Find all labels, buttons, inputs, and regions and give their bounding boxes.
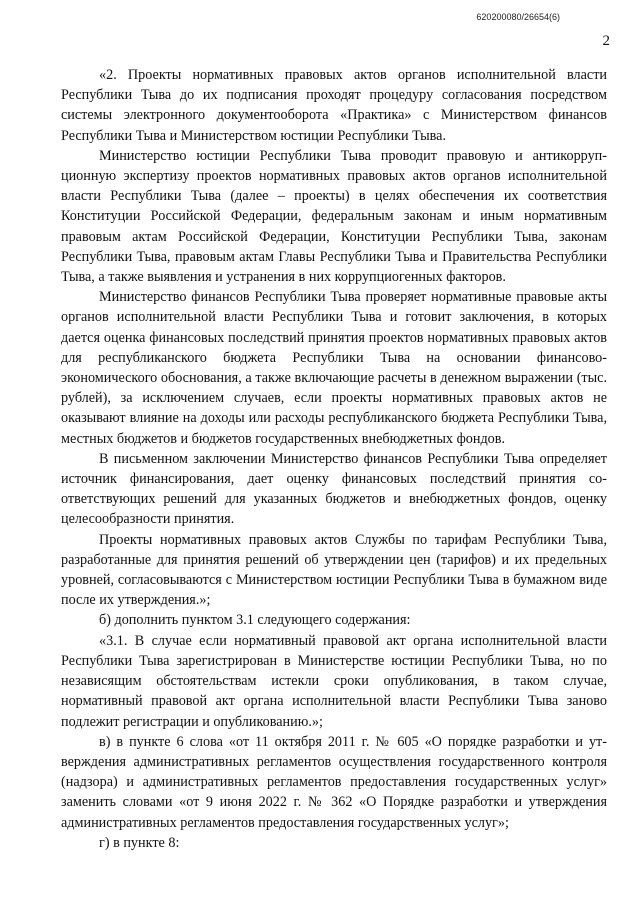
document-code: 620200080/26654(6) xyxy=(476,12,560,22)
document-body xyxy=(61,65,607,853)
paragraph: б) дополнить пунктом 3.1 следующего содержания: xyxy=(99,612,411,629)
paragraph: в) в пункте 6 слова «от 11 октября 2011 г. № 605 «О порядке разработки и утверждения административных регламентов осуществления государственного контроля (надзора) и административных регламентов предоставления государственных услуг» заменить словами «от 9 июня 2022 г. № 362 «О Порядке разработки и утверждения административных регламентов предоставления государственных услуг»; xyxy=(61,733,607,831)
paragraph: Министерство финансов Республики Тыва проверяет нормативные правовые акты органов исполнительной власти Республики Тыва и готовит заключения, в которых дается оценка финансовых последствий принятия проектов нормативных правовых актов для республиканского бюджета Республики Тыва на основании финансово-экономического обоснования, а также включающие расчеты в денежном выражении (тыс. рублей), за исключением случаев, если проекты нормативных правовых актов не оказывают влияние на доходы или расходы республиканского бюджета Республики Тыва, местных бюджетов и бюджетов государственных внебюджетных фондов. xyxy=(61,289,607,447)
paragraph: В письменном заключении Министерство финансов Республики Тыва определяет источник финансирования, дает оценку финансовых последствий принятия соответствующих решений для указанных бюджетов и внебюджетных фондов, оценку целесообразности принятия. xyxy=(61,450,607,528)
paragraph: г) в пункте 8: xyxy=(99,834,180,851)
page-number: 2 xyxy=(602,33,610,49)
paragraph: «2. Проекты нормативных правовых актов органов исполнительной власти Республики Тыва до их подписания проходят процедуру согласования посредством системы электронного документооборота «Практика» с Министерством финансов Республики Тыва и Министерством юстиции Республики Тыва. xyxy=(61,67,607,144)
paragraph: Проекты нормативных правовых актов Службы по тарифам Республики Тыва, разработанные для принятия решений об утверждении цен (тарифов) и их предельных уровней, согласовываются с Министерством юстиции Республики Тыва в бумажном виде после их утверждения.»; xyxy=(61,531,607,609)
paragraph: Министерство юстиции Республики Тыва проводит правовую и антикоррупционную экспертизу проектов нормативных правовых актов органов исполнительной власти Республики Тыва (далее – проекты) в целях обеспечения их соответствия Конституции Российской Федерации, федеральным законам и иным нормативным правовым актам Российской Федерации, Конституции Республики Тыва, законам Республики Тыва, правовым актам Главы Республики Тыва и Правительства Республики Тыва, а также выявления и устранения в них коррупциогенных факторов. xyxy=(61,147,607,286)
paragraph: «3.1. В случае если нормативный правовой акт органа исполнительной власти Республики Тыва зарегистрирован в Министерстве юстиции Республики Тыва, но по независящим обстоятельствам истекли сроки опубликования, в таком случае, нормативный правовой акт органа исполнительной власти Республики Тыва заново подлежит регистрации и опубликованию.»; xyxy=(61,632,607,730)
